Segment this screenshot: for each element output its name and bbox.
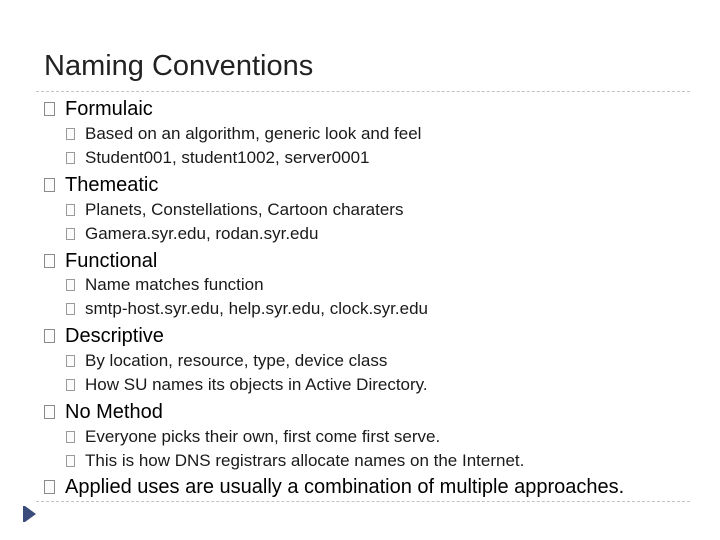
square-bullet-icon [66, 455, 75, 467]
sub-bullet-item [66, 147, 370, 169]
sub-bullet-item [66, 274, 264, 296]
square-bullet-icon [44, 329, 55, 343]
sub-bullet-text: smtp-host.syr.edu, help.syr.edu, clock.syr.edu [85, 299, 428, 318]
square-bullet-icon [44, 178, 55, 192]
bullet-text: No Method [65, 401, 163, 423]
bullet-item [44, 475, 624, 499]
square-bullet-icon [66, 431, 75, 443]
square-bullet-icon [66, 303, 75, 315]
square-bullet-icon [44, 102, 55, 116]
bullet-item [44, 97, 153, 121]
bullet-text: Formulaic [65, 98, 153, 120]
slide-corner-arrow-icon [25, 506, 36, 522]
square-bullet-icon [44, 405, 55, 419]
bullet-text: Applied uses are usually a combination of multiple approaches. [65, 476, 625, 498]
sub-bullet-text: Everyone picks their own, first come first serve. [85, 427, 441, 446]
sub-bullet-item [66, 123, 421, 145]
bullet-text: Descriptive [65, 325, 164, 347]
sub-bullet-item [66, 450, 524, 472]
sub-bullet-text: By location, resource, type, device class [85, 351, 388, 370]
square-bullet-icon [66, 355, 75, 367]
square-bullet-icon [66, 379, 75, 391]
footer-divider [36, 501, 690, 502]
square-bullet-icon [66, 128, 75, 140]
bullet-text: Functional [65, 250, 158, 272]
slide-title: Naming Conventions [44, 50, 314, 82]
square-bullet-icon [66, 152, 75, 164]
title-divider [36, 91, 690, 92]
sub-bullet-item [66, 298, 428, 320]
square-bullet-icon [66, 279, 75, 291]
sub-bullet-item [66, 199, 403, 221]
sub-bullet-text: This is how DNS registrars allocate names on the Internet. [85, 451, 525, 470]
sub-bullet-text: Gamera.syr.edu, rodan.syr.edu [85, 224, 319, 243]
bullet-item [44, 173, 158, 197]
square-bullet-icon [66, 204, 75, 216]
square-bullet-icon [66, 228, 75, 240]
bullet-item [44, 249, 157, 273]
square-bullet-icon [44, 480, 55, 494]
sub-bullet-text: Planets, Constellations, Cartoon charaters [85, 200, 404, 219]
sub-bullet-text: Student001, student1002, server0001 [85, 148, 370, 167]
sub-bullet-text: Name matches function [85, 275, 264, 294]
bullet-text: Themeatic [65, 174, 159, 196]
sub-bullet-item [66, 374, 428, 396]
sub-bullet-item [66, 223, 318, 245]
sub-bullet-text: How SU names its objects in Active Directory. [85, 375, 428, 394]
bullet-item [44, 324, 164, 348]
sub-bullet-item [66, 426, 440, 448]
square-bullet-icon [44, 254, 55, 268]
bullet-item [44, 400, 163, 424]
sub-bullet-item [66, 350, 387, 372]
sub-bullet-text: Based on an algorithm, generic look and feel [85, 124, 422, 143]
